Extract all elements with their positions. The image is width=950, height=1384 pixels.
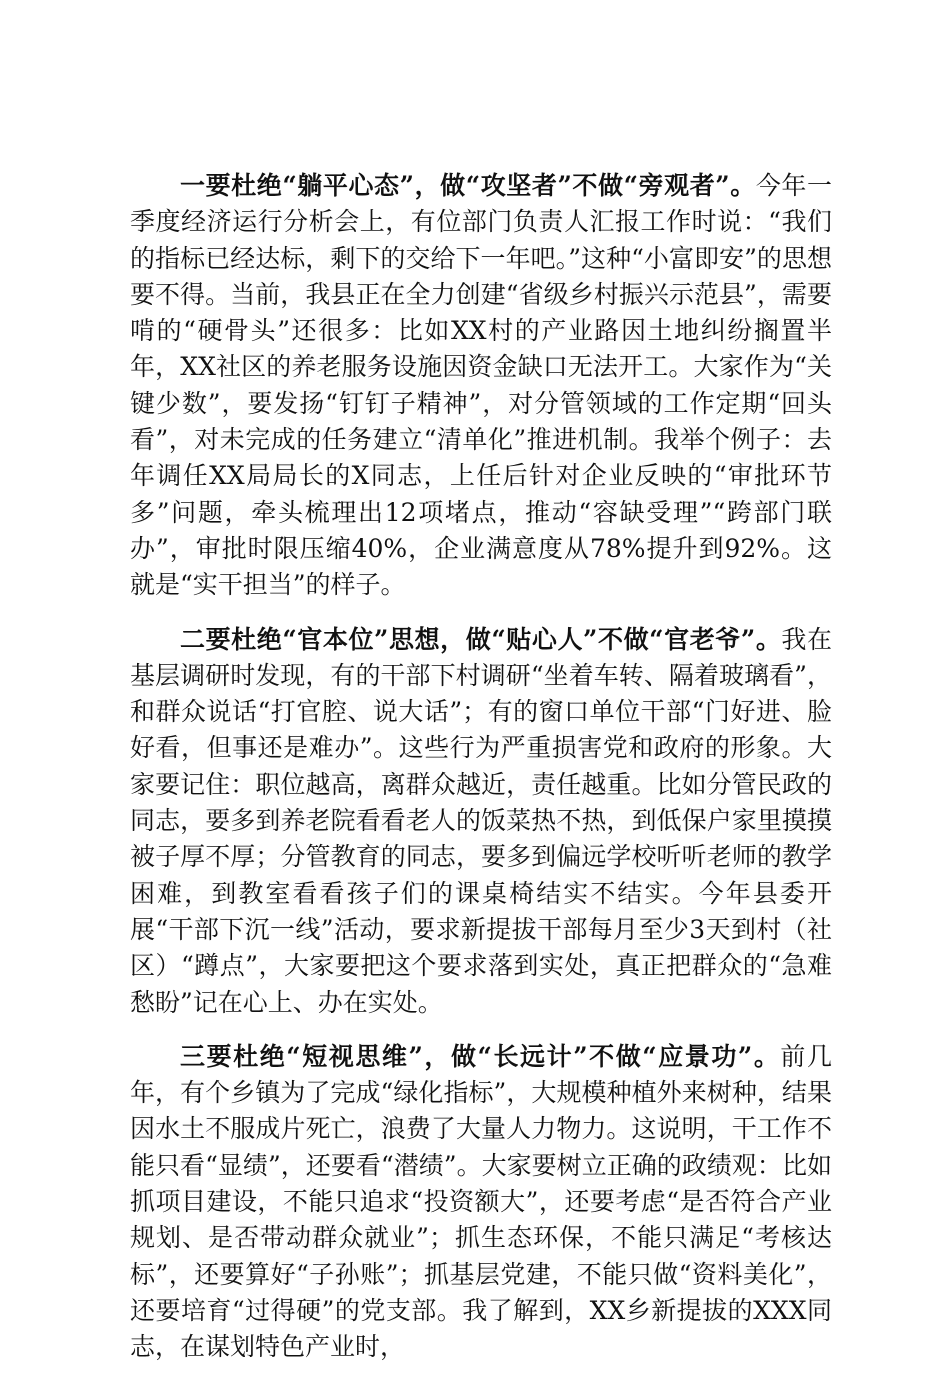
paragraph-2-heading: 二要杜绝“官本位”思想，做“贴心人”不做“官老爷”。	[180, 624, 782, 654]
paragraph-2-body: 我在基层调研时发现，有的干部下村调研“坐着车转、隔着玻璃看”，和群众说话“打官腔、说大话”；有的窗口单位干部“门好进、脸好看，但事还是难办”。这些行为严重损害党和政府的形象。大家要记住：职位越高，离群众越近，责任越重。比如分管民政的同志，要多到养老院看看老人的饭菜热不热，到低保户家里摸摸被子厚不厚；分管教育的同志，要多到偏远学校听听老师的教学困难，到教室看看孩子们的课桌椅结实不结实。今年县委开展“干部下沉一线”活动，要求新提拔干部每月至少3天到村（社区）“蹲点”，大家要把这个要求落到实处，真正把群众的“急难愁盼”记在心上、办在实处。	[130, 624, 832, 1017]
paragraph-1-heading: 一要杜绝“躺平心态”，做“攻坚者”不做“旁观者”。	[180, 171, 756, 200]
paragraph-3	[130, 1039, 832, 1366]
paragraph-3-body: 前几年，有个乡镇为了完成“绿化指标”，大规模种植外来树种，结果因水土不服成片死亡，浪费了大量人力物力。这说明，干工作不能只看“显绩”，还要看“潜绩”。大家要树立正确的政绩观：比如抓项目建设，不能只追求“投资额大”，还要考虑“是否符合产业规划、是否带动群众就业”；抓生态环保，不能只满足“考核达标”，还要算好“子孙账”；抓基层党建，不能只做“资料美化”，还要培育“过得硬”的党支部。我了解到，XX乡新提拔的XXX同志，在谋划特色产业时，	[130, 1041, 832, 1362]
paragraph-1	[130, 168, 832, 604]
paragraph-3-heading: 三要杜绝“短视思维”，做“长远计”不做“应景功”。	[180, 1041, 781, 1071]
paragraph-1-body: 今年一季度经济运行分析会上，有位部门负责人汇报工作时说：“我们的指标已经达标，剩下的交给下一年吧。”这种“小富即安”的思想要不得。当前，我县正在全力创建“省级乡村振兴示范县”，需要啃的“硬骨头”还很多：比如XX村的产业路因土地纠纷搁置半年，XX社区的养老服务设施因资金缺口无法开工。大家作为“关键少数”，要发扬“钉钉子精神”，对分管领域的工作定期“回头看”，对未完成的任务建立“清单化”推进机制。我举个例子：去年调任XX局局长的X同志，上任后针对企业反映的“审批环节多”问题，牵头梳理出12项堵点，推动“容缺受理”“跨部门联办”，审批时限压缩40%，企业满意度从78%提升到92%。这就是“实干担当”的样子。	[130, 171, 832, 600]
document-page	[130, 168, 832, 1384]
paragraph-2	[130, 622, 832, 1021]
